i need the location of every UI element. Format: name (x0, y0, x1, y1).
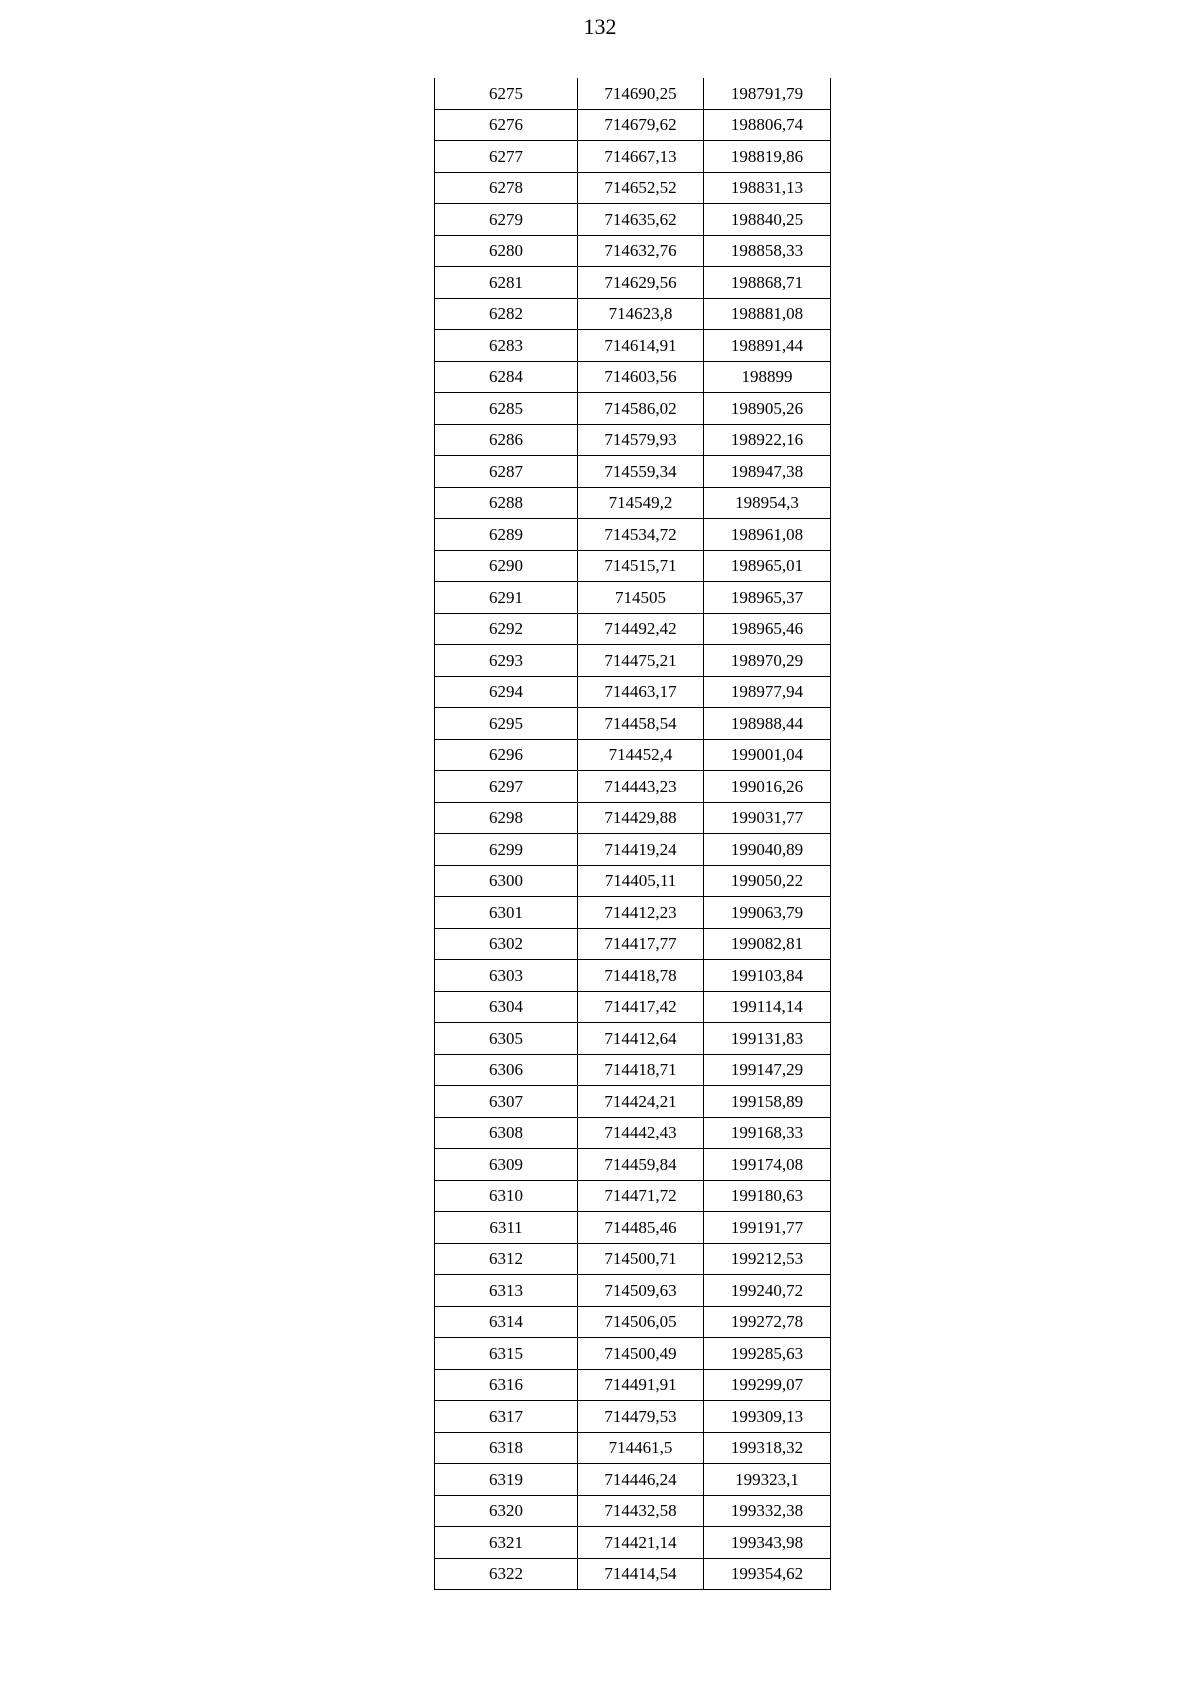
x-coordinate-cell: 714679,62 (578, 109, 704, 141)
y-coordinate-cell: 198791,79 (704, 78, 831, 109)
table-row (435, 109, 831, 141)
point-number-cell: 6275 (435, 78, 578, 109)
point-number-cell: 6287 (435, 456, 578, 488)
y-coordinate-cell: 198965,37 (704, 582, 831, 614)
x-coordinate-cell: 714419,24 (578, 834, 704, 866)
table-row (435, 613, 831, 645)
y-coordinate-cell: 199299,07 (704, 1369, 831, 1401)
x-coordinate-cell: 714505 (578, 582, 704, 614)
x-coordinate-cell: 714458,54 (578, 708, 704, 740)
x-coordinate-cell: 714629,56 (578, 267, 704, 299)
table-row (435, 424, 831, 456)
x-coordinate-cell: 714586,02 (578, 393, 704, 425)
x-coordinate-cell: 714417,77 (578, 928, 704, 960)
point-number-cell: 6316 (435, 1369, 578, 1401)
point-number-cell: 6289 (435, 519, 578, 551)
point-number-cell: 6303 (435, 960, 578, 992)
y-coordinate-cell: 198858,33 (704, 235, 831, 267)
point-number-cell: 6290 (435, 550, 578, 582)
y-coordinate-cell: 199332,38 (704, 1495, 831, 1527)
y-coordinate-cell: 198831,13 (704, 172, 831, 204)
table-row (435, 1023, 831, 1055)
y-coordinate-cell: 198806,74 (704, 109, 831, 141)
x-coordinate-cell: 714418,78 (578, 960, 704, 992)
point-number-cell: 6310 (435, 1180, 578, 1212)
point-number-cell: 6314 (435, 1306, 578, 1338)
point-number-cell: 6318 (435, 1432, 578, 1464)
y-coordinate-cell: 199063,79 (704, 897, 831, 929)
point-number-cell: 6299 (435, 834, 578, 866)
x-coordinate-cell: 714417,42 (578, 991, 704, 1023)
x-coordinate-cell: 714690,25 (578, 78, 704, 109)
table-row (435, 267, 831, 299)
y-coordinate-cell: 198819,86 (704, 141, 831, 173)
table-row (435, 802, 831, 834)
point-number-cell: 6297 (435, 771, 578, 803)
y-coordinate-cell: 199114,14 (704, 991, 831, 1023)
table-row (435, 834, 831, 866)
table-row (435, 78, 831, 109)
x-coordinate-cell: 714412,23 (578, 897, 704, 929)
y-coordinate-cell: 198965,01 (704, 550, 831, 582)
table-row (435, 865, 831, 897)
y-coordinate-cell: 198905,26 (704, 393, 831, 425)
table-row (435, 172, 831, 204)
point-number-cell: 6296 (435, 739, 578, 771)
y-coordinate-cell: 199147,29 (704, 1054, 831, 1086)
point-number-cell: 6284 (435, 361, 578, 393)
y-coordinate-cell: 198840,25 (704, 204, 831, 236)
y-coordinate-cell: 199103,84 (704, 960, 831, 992)
point-number-cell: 6288 (435, 487, 578, 519)
table-row (435, 393, 831, 425)
y-coordinate-cell: 198922,16 (704, 424, 831, 456)
table-row (435, 897, 831, 929)
coordinates-table (434, 78, 831, 1590)
point-number-cell: 6311 (435, 1212, 578, 1244)
x-coordinate-cell: 714632,76 (578, 235, 704, 267)
x-coordinate-cell: 714429,88 (578, 802, 704, 834)
x-coordinate-cell: 714459,84 (578, 1149, 704, 1181)
point-number-cell: 6292 (435, 613, 578, 645)
x-coordinate-cell: 714509,63 (578, 1275, 704, 1307)
table-row (435, 1401, 831, 1433)
point-number-cell: 6302 (435, 928, 578, 960)
table-row (435, 487, 831, 519)
table-row (435, 330, 831, 362)
x-coordinate-cell: 714461,5 (578, 1432, 704, 1464)
point-number-cell: 6315 (435, 1338, 578, 1370)
x-coordinate-cell: 714418,71 (578, 1054, 704, 1086)
y-coordinate-cell: 199323,1 (704, 1464, 831, 1496)
table-row (435, 991, 831, 1023)
table-row (435, 928, 831, 960)
point-number-cell: 6317 (435, 1401, 578, 1433)
y-coordinate-cell: 198868,71 (704, 267, 831, 299)
table-row (435, 1275, 831, 1307)
y-coordinate-cell: 199031,77 (704, 802, 831, 834)
x-coordinate-cell: 714485,46 (578, 1212, 704, 1244)
point-number-cell: 6321 (435, 1527, 578, 1559)
page-number: 132 (583, 14, 617, 39)
table-row (435, 676, 831, 708)
point-number-cell: 6319 (435, 1464, 578, 1496)
y-coordinate-cell: 198977,94 (704, 676, 831, 708)
table-row (435, 141, 831, 173)
y-coordinate-cell: 199354,62 (704, 1558, 831, 1590)
y-coordinate-cell: 198965,46 (704, 613, 831, 645)
x-coordinate-cell: 714500,49 (578, 1338, 704, 1370)
point-number-cell: 6291 (435, 582, 578, 614)
table-row (435, 519, 831, 551)
x-coordinate-cell: 714534,72 (578, 519, 704, 551)
table-row (435, 550, 831, 582)
point-number-cell: 6280 (435, 235, 578, 267)
table-row (435, 1086, 831, 1118)
table-row (435, 1369, 831, 1401)
table-row (435, 1243, 831, 1275)
table-row (435, 1338, 831, 1370)
x-coordinate-cell: 714652,52 (578, 172, 704, 204)
table-row (435, 298, 831, 330)
y-coordinate-cell: 198947,38 (704, 456, 831, 488)
x-coordinate-cell: 714635,62 (578, 204, 704, 236)
point-number-cell: 6322 (435, 1558, 578, 1590)
x-coordinate-cell: 714443,23 (578, 771, 704, 803)
y-coordinate-cell: 198970,29 (704, 645, 831, 677)
x-coordinate-cell: 714623,8 (578, 298, 704, 330)
x-coordinate-cell: 714432,58 (578, 1495, 704, 1527)
point-number-cell: 6307 (435, 1086, 578, 1118)
x-coordinate-cell: 714424,21 (578, 1086, 704, 1118)
y-coordinate-cell: 199001,04 (704, 739, 831, 771)
x-coordinate-cell: 714500,71 (578, 1243, 704, 1275)
point-number-cell: 6301 (435, 897, 578, 929)
y-coordinate-cell: 199168,33 (704, 1117, 831, 1149)
y-coordinate-cell: 199343,98 (704, 1527, 831, 1559)
point-number-cell: 6320 (435, 1495, 578, 1527)
point-number-cell: 6278 (435, 172, 578, 204)
y-coordinate-cell: 199016,26 (704, 771, 831, 803)
x-coordinate-cell: 714506,05 (578, 1306, 704, 1338)
x-coordinate-cell: 714614,91 (578, 330, 704, 362)
x-coordinate-cell: 714463,17 (578, 676, 704, 708)
point-number-cell: 6312 (435, 1243, 578, 1275)
y-coordinate-cell: 199158,89 (704, 1086, 831, 1118)
x-coordinate-cell: 714579,93 (578, 424, 704, 456)
x-coordinate-cell: 714421,14 (578, 1527, 704, 1559)
x-coordinate-cell: 714491,91 (578, 1369, 704, 1401)
y-coordinate-cell: 198891,44 (704, 330, 831, 362)
x-coordinate-cell: 714515,71 (578, 550, 704, 582)
y-coordinate-cell: 198881,08 (704, 298, 831, 330)
x-coordinate-cell: 714492,42 (578, 613, 704, 645)
table-row (435, 204, 831, 236)
y-coordinate-cell: 199174,08 (704, 1149, 831, 1181)
table-row (435, 235, 831, 267)
table-row (435, 361, 831, 393)
table-row (435, 1527, 831, 1559)
x-coordinate-cell: 714452,4 (578, 739, 704, 771)
x-coordinate-cell: 714559,34 (578, 456, 704, 488)
y-coordinate-cell: 199318,32 (704, 1432, 831, 1464)
y-coordinate-cell: 199191,77 (704, 1212, 831, 1244)
y-coordinate-cell: 199309,13 (704, 1401, 831, 1433)
x-coordinate-cell: 714667,13 (578, 141, 704, 173)
table-row (435, 771, 831, 803)
point-number-cell: 6293 (435, 645, 578, 677)
table-row (435, 1558, 831, 1590)
table-row (435, 1212, 831, 1244)
point-number-cell: 6283 (435, 330, 578, 362)
x-coordinate-cell: 714549,2 (578, 487, 704, 519)
table-row (435, 1464, 831, 1496)
table-row (435, 960, 831, 992)
coordinates-table-body (435, 78, 831, 1590)
point-number-cell: 6286 (435, 424, 578, 456)
y-coordinate-cell: 199272,78 (704, 1306, 831, 1338)
y-coordinate-cell: 199040,89 (704, 834, 831, 866)
point-number-cell: 6276 (435, 109, 578, 141)
y-coordinate-cell: 199082,81 (704, 928, 831, 960)
y-coordinate-cell: 199131,83 (704, 1023, 831, 1055)
x-coordinate-cell: 714405,11 (578, 865, 704, 897)
point-number-cell: 6281 (435, 267, 578, 299)
point-number-cell: 6285 (435, 393, 578, 425)
x-coordinate-cell: 714412,64 (578, 1023, 704, 1055)
x-coordinate-cell: 714442,43 (578, 1117, 704, 1149)
point-number-cell: 6298 (435, 802, 578, 834)
x-coordinate-cell: 714479,53 (578, 1401, 704, 1433)
point-number-cell: 6282 (435, 298, 578, 330)
point-number-cell: 6295 (435, 708, 578, 740)
point-number-cell: 6304 (435, 991, 578, 1023)
point-number-cell: 6308 (435, 1117, 578, 1149)
table-row (435, 708, 831, 740)
point-number-cell: 6305 (435, 1023, 578, 1055)
table-row (435, 645, 831, 677)
table-row (435, 739, 831, 771)
y-coordinate-cell: 198988,44 (704, 708, 831, 740)
point-number-cell: 6277 (435, 141, 578, 173)
x-coordinate-cell: 714603,56 (578, 361, 704, 393)
point-number-cell: 6313 (435, 1275, 578, 1307)
table-row (435, 1180, 831, 1212)
y-coordinate-cell: 198954,3 (704, 487, 831, 519)
table-row (435, 1149, 831, 1181)
x-coordinate-cell: 714446,24 (578, 1464, 704, 1496)
table-row (435, 456, 831, 488)
point-number-cell: 6306 (435, 1054, 578, 1086)
y-coordinate-cell: 199212,53 (704, 1243, 831, 1275)
point-number-cell: 6300 (435, 865, 578, 897)
y-coordinate-cell: 199285,63 (704, 1338, 831, 1370)
y-coordinate-cell: 199180,63 (704, 1180, 831, 1212)
x-coordinate-cell: 714475,21 (578, 645, 704, 677)
table-row (435, 1432, 831, 1464)
y-coordinate-cell: 198899 (704, 361, 831, 393)
point-number-cell: 6294 (435, 676, 578, 708)
point-number-cell: 6309 (435, 1149, 578, 1181)
table-row (435, 1054, 831, 1086)
y-coordinate-cell: 199240,72 (704, 1275, 831, 1307)
x-coordinate-cell: 714471,72 (578, 1180, 704, 1212)
x-coordinate-cell: 714414,54 (578, 1558, 704, 1590)
y-coordinate-cell: 198961,08 (704, 519, 831, 551)
table-row (435, 1306, 831, 1338)
table-row (435, 1495, 831, 1527)
point-number-cell: 6279 (435, 204, 578, 236)
table-row (435, 582, 831, 614)
y-coordinate-cell: 199050,22 (704, 865, 831, 897)
table-row (435, 1117, 831, 1149)
